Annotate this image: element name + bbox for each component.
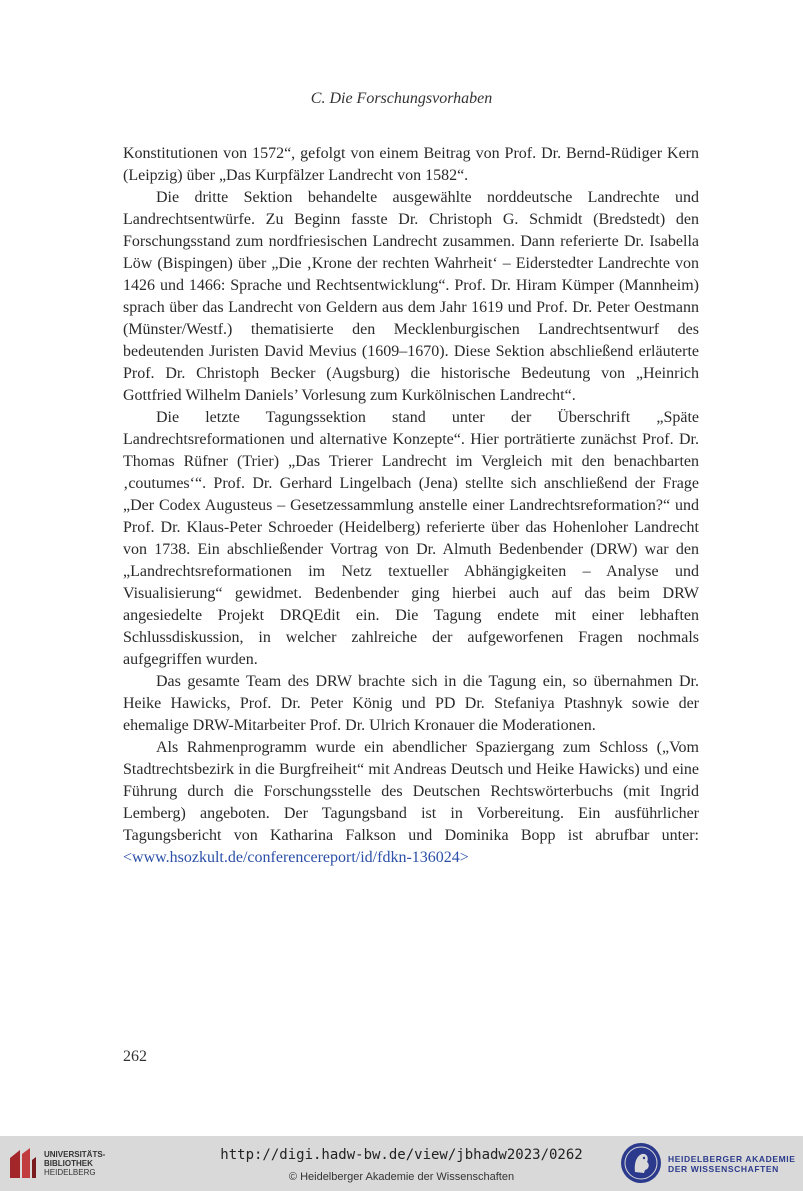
hadw-logo-text <box>668 1154 796 1174</box>
ub-logo-line: UNIVERSITÄTS- <box>44 1150 106 1159</box>
page-number: 262 <box>123 1048 147 1065</box>
conference-report-link[interactable]: <www.hsozkult.de/conferencereport/id/fdkn-136024> <box>123 849 469 866</box>
paragraph-text: Als Rahmenprogramm wurde ein abendlicher Spaziergang zum Schloss („Vom Stadtrechtsbezirk in die Burgfreiheit“ mit Andreas Deutsch und Heike Hawicks) und eine Führung durch die Forschungsstelle des Deutschen Rechtswörterbuchs (mit Ingrid Lemberg) angeboten. Der Tagungsband ist in Vorbereitung. Ein ausführlicher Tagungsbericht von Katharina Falkson und Dominika Bopp ist abrufbar unter: <box>123 739 699 844</box>
text-block <box>123 143 699 869</box>
paragraph: Konstitutionen von 1572“, gefolgt von einem Beitrag von Prof. Dr. Bernd-Rüdiger Kern (Leipzig) über „Das Kurpfälzer Landrecht von 1582“. <box>123 145 699 184</box>
footer-copyright: © Heidelberger Akademie der Wissenschaften <box>288 1171 515 1183</box>
hadw-seal-icon <box>620 1142 662 1184</box>
running-head: C. Die Forschungsvorhaben <box>310 90 493 107</box>
hadw-logo-line: DER WISSENSCHAFTEN <box>668 1164 779 1174</box>
paragraph <box>123 737 699 869</box>
paragraph: Die letzte Tagungssektion stand unter der Überschrift „Späte Landrechtsreformationen und alternative Konzepte“. Hier porträtierte zunächst Prof. Dr. Thomas Rüfner (Trier) „Das Trierer Landrecht im Vergleich mit den benachbarten ‚coutumes‘“. Prof. Dr. Gerhard Lingelbach (Jena) stellte sich anschließend der Frage „Der Codex Augusteus – Gesetzessammlung anstelle einer Landrechtsreformation?“ und Prof. Dr. Klaus-Peter Schroeder (Heidelberg) referierte über das Hohenloher Landrecht von 1738. Ein abschließender Vortrag von Dr. Almuth Bedenbender (DRW) war den „Landrechtsreformationen im Netz textueller Abhängigkeiten – Analyse und Visualisierung“ gewidmet. Bedenbender ging hierbei auch auf das beim DRW angesiedelte Projekt DRQEdit ein. Die Tagung endete mit einer lebhaften Schlussdiskussion, in welcher zahlreiche der aufgeworfenen Fragen nochmals aufgegriffen wurden. <box>123 409 699 668</box>
ub-logo-line: HEIDELBERG <box>44 1168 96 1177</box>
hadw-logo-line: HEIDELBERGER AKADEMIE <box>668 1154 796 1164</box>
footer-url[interactable]: http://digi.hadw-bw.de/view/jbhadw2023/0262 <box>220 1147 583 1163</box>
paragraph: Das gesamte Team des DRW brachte sich in die Tagung ein, so übernahmen Dr. Heike Hawicks, Prof. Dr. Peter König und PD Dr. Stefaniya Ptashnyk sowie der ehemalige DRW-Mitarbeiter Prof. Dr. Ulrich Kronauer die Moderationen. <box>123 673 699 734</box>
hadw-logo[interactable] <box>620 1142 800 1184</box>
footer-bar <box>0 1136 803 1191</box>
paragraph: Die dritte Sektion behandelte ausgewählte norddeutsche Landrechte und Landrechtsentwürfe. Zu Beginn fasste Dr. Christoph G. Schmidt (Bredstedt) den Forschungsstand zum nordfriesischen Landrecht zusammen. Dann referierte Dr. Isabella Löw (Bispingen) über „Die ‚Krone der rechten Wahrheit‘ – Eiderstedter Landrechte von 1426 und 1466: Sprache und Rechtsentwicklung“. Prof. Dr. Hiram Kümper (Mannheim) sprach über das Landrecht von Geldern aus dem Jahr 1619 und Prof. Dr. Peter Oestmann (Münster/Westf.) thematisierte den Mecklenburgischen Landrechtsentwurf des bedeutenden Juristen David Mevius (1609–1670). Diese Sektion abschließend erläuterte Prof. Dr. Christoph Becker (Augsburg) die historische Bedeutung von „Heinrich Gottfried Wilhelm Daniels’ Vorlesung zum Kurkölnischen Landrecht“. <box>123 189 699 404</box>
ub-logo-line: BIBLIOTHEK <box>44 1159 93 1168</box>
